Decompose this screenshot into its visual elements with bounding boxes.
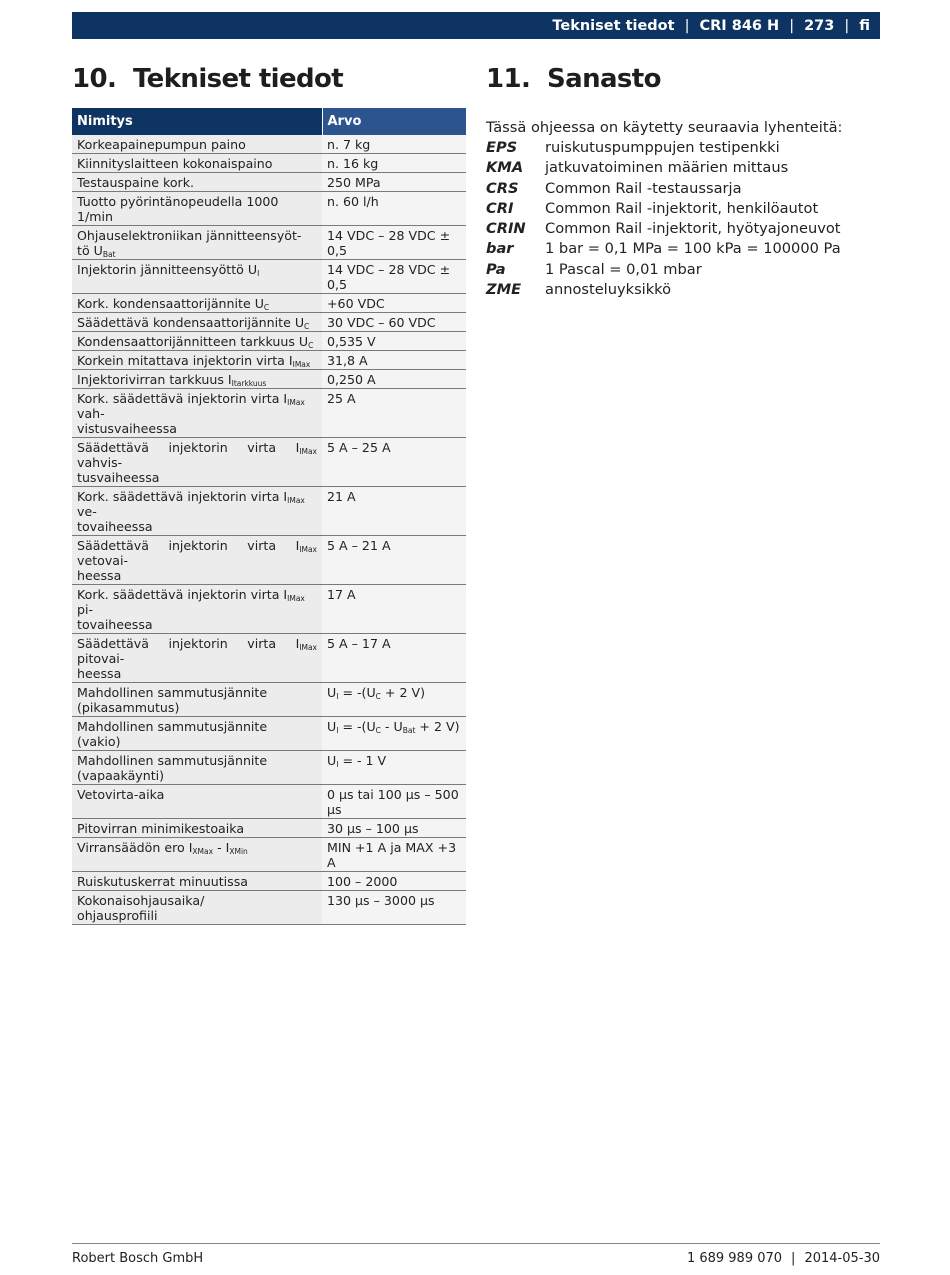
cell-name-subscript: C [304, 322, 310, 331]
table-row [72, 351, 466, 370]
cell-name-text: Säädettävä injektorin virta I [77, 538, 300, 553]
cell-value [322, 154, 466, 173]
table-row [72, 370, 466, 389]
cell-value [322, 192, 466, 226]
cell-name [72, 891, 322, 925]
table-row [72, 135, 466, 154]
cell-value [322, 351, 466, 370]
column-header-value: Arvo [322, 108, 466, 135]
cell-value [322, 135, 466, 154]
table-row [72, 872, 466, 891]
cell-name-text: vahvis- tusvaiheessa [77, 455, 160, 485]
cell-value-text: 14 VDC – 28 VDC ± 0,5 [327, 262, 451, 292]
cell-value [322, 294, 466, 313]
cell-value [322, 332, 466, 351]
cell-name [72, 313, 322, 332]
glossary-abbreviation: bar [486, 240, 514, 258]
cell-name [72, 634, 322, 683]
header-language: fi [859, 17, 870, 34]
cell-name-text: Ruiskutuskerrat minuutissa [77, 874, 248, 889]
section-11-title [486, 64, 661, 94]
cell-name-text: Injektorivirran tarkkuus I [77, 372, 232, 387]
table-row [72, 751, 466, 785]
cell-value [322, 819, 466, 838]
cell-value-subscript: I [336, 726, 339, 735]
cell-value-text: 30 VDC – 60 VDC [327, 315, 436, 330]
cell-name-text: Tuotto pyörintänopeudella 1000 1/min [77, 194, 279, 224]
technical-data-table [72, 108, 466, 925]
footer-info [687, 1251, 880, 1266]
cell-value-text: U [327, 685, 337, 700]
table-row [72, 891, 466, 925]
cell-name-subscript: Bat [102, 250, 116, 259]
cell-name-subscript: IMax [287, 496, 305, 505]
cell-name-subscript: XMax [192, 847, 214, 856]
cell-value [322, 717, 466, 751]
cell-name [72, 751, 322, 785]
cell-name [72, 536, 322, 585]
cell-name-subscript: IMax [287, 594, 305, 603]
glossary-definition: Common Rail -testaussarja [545, 179, 742, 197]
cell-name [72, 332, 322, 351]
cell-name [72, 819, 322, 838]
cell-value-text: 100 – 2000 [327, 874, 398, 889]
table-row [72, 226, 466, 260]
glossary-abbreviation: CRS [486, 179, 519, 197]
cell-value [322, 585, 466, 634]
cell-value [322, 313, 466, 332]
cell-name-text: Virransäädön ero I [77, 840, 193, 855]
cell-name-subscript: IMax [299, 447, 317, 456]
cell-value [322, 536, 466, 585]
cell-name-subscript: IMax [287, 398, 305, 407]
cell-name-text: Mahdollinen sammutusjännite (pikasammutus) [77, 685, 268, 715]
cell-value [322, 260, 466, 294]
cell-name-subscript: C [308, 341, 314, 350]
section-10-title [72, 64, 343, 94]
glossary-item [486, 179, 841, 199]
cell-value [322, 838, 466, 872]
cell-name-subscript: C [263, 303, 270, 312]
glossary-abbreviation: CRIN [486, 220, 526, 238]
cell-value-text: 0,250 A [327, 372, 376, 387]
table-row [72, 260, 466, 294]
cell-name-text: Testauspaine kork. [77, 175, 195, 190]
glossary-abbreviation: CRI [486, 199, 514, 217]
cell-value-text: 25 A [327, 391, 356, 406]
cell-value [322, 634, 466, 683]
cell-name-text: - I [213, 840, 230, 855]
table-header-row [72, 108, 466, 135]
glossary-definition: Common Rail -injektorit, hyötyajoneuvot [545, 220, 841, 238]
cell-value-subscript: C [375, 726, 381, 735]
column-header-name: Nimitys [72, 108, 322, 135]
header-page-number: 273 [804, 17, 835, 34]
cell-value-text: +60 VDC [327, 296, 385, 311]
cell-name-subscript: Itarkkuus [231, 379, 267, 388]
cell-value-text: + 2 V) [380, 685, 426, 700]
glossary-definition: 1 Pascal = 0,01 mbar [545, 260, 702, 278]
cell-value-text: U [327, 719, 337, 734]
glossary-abbreviation: KMA [486, 159, 524, 177]
glossary-intro: Tässä ohjeessa on käytetty seuraavia lyhenteitä: [486, 119, 843, 136]
footer-company: Robert Bosch GmbH [72, 1251, 204, 1266]
cell-name-text: Kokonaisohjausaika/ ohjausprofiili [77, 893, 205, 923]
cell-value-text: U [327, 753, 337, 768]
cell-value-subscript: C [375, 692, 381, 701]
cell-value-text: 130 µs – 3000 µs [327, 893, 435, 908]
table-row [72, 819, 466, 838]
glossary-list [486, 138, 841, 300]
cell-value-text: 30 µs – 100 µs [327, 821, 419, 836]
cell-name-text: vetovai- heessa [77, 553, 129, 583]
cell-value-text: = -(U [338, 685, 376, 700]
header-section: Tekniset tiedot [552, 17, 675, 34]
table-row [72, 192, 466, 226]
table-row [72, 332, 466, 351]
cell-name-text: Kork. säädettävä injektorin virta I [77, 489, 288, 504]
table-row [72, 487, 466, 536]
section-10-number: 10. [72, 64, 117, 94]
table-row [72, 389, 466, 438]
glossary-definition: 1 bar = 0,1 MPa = 100 kPa = 100000 Pa [545, 240, 841, 258]
cell-name-text: Korkein mitattava injektorin virta I [77, 353, 293, 368]
cell-name [72, 389, 322, 438]
cell-name-text: pitovai- heessa [77, 651, 125, 681]
cell-value-subscript: I [336, 692, 339, 701]
cell-value-text: 5 A – 21 A [327, 538, 391, 553]
table-row [72, 634, 466, 683]
cell-value [322, 226, 466, 260]
glossary-definition: ruiskutuspumppujen testipenkki [545, 139, 780, 156]
cell-name [72, 785, 322, 819]
glossary-item [486, 158, 841, 178]
header-separator: | [684, 17, 690, 34]
section-10-heading: Tekniset tiedot [133, 64, 344, 94]
cell-name-subscript: IMax [292, 360, 311, 369]
cell-name-text: Injektorin jännitteensyöttö U [77, 262, 258, 277]
cell-value [322, 173, 466, 192]
cell-name [72, 717, 322, 751]
table-row [72, 154, 466, 173]
cell-value [322, 370, 466, 389]
table-row [72, 536, 466, 585]
table-row [72, 313, 466, 332]
glossary-definition: jatkuvatoiminen määrien mittaus [545, 159, 789, 177]
footer-doc-number: 1 689 989 070 [686, 1251, 783, 1266]
glossary-abbreviation: Pa [486, 260, 506, 278]
cell-name [72, 192, 322, 226]
cell-name [72, 438, 322, 487]
cell-name-text: Pitovirran minimikestoaika [77, 821, 245, 836]
table-row [72, 294, 466, 313]
cell-value-text: 5 A – 25 A [327, 440, 391, 455]
glossary-item [486, 239, 841, 259]
cell-value-text: 0,535 V [327, 334, 376, 349]
glossary-definition: annosteluyksikkö [545, 281, 672, 299]
cell-value [322, 683, 466, 717]
cell-name-text: pi- tovaiheessa [77, 602, 153, 632]
footer-date: 2014-05-30 [804, 1251, 880, 1266]
header-separator: | [789, 17, 795, 34]
table-row [72, 173, 466, 192]
cell-name-text: ve- tovaiheessa [77, 504, 153, 534]
cell-value-text: n. 60 l/h [327, 194, 379, 209]
table-row [72, 717, 466, 751]
cell-value-text: n. 7 kg [327, 137, 371, 152]
header-separator: | [844, 17, 850, 34]
cell-value-text: 31,8 A [327, 353, 368, 368]
cell-name [72, 370, 322, 389]
header-product: CRI 846 H [699, 17, 780, 34]
cell-value [322, 389, 466, 438]
cell-name [72, 135, 322, 154]
cell-name-text: Mahdollinen sammutusjännite (vapaakäynti) [77, 753, 268, 783]
cell-name [72, 260, 322, 294]
cell-name-text: Kiinnityslaitteen kokonaispaino [77, 156, 273, 171]
cell-name-text: Kork. säädettävä injektorin virta I [77, 587, 288, 602]
header-bar [72, 12, 880, 39]
cell-value-text: = -(U [338, 719, 376, 734]
cell-name-subscript: XMin [229, 847, 248, 856]
cell-value-text: 14 VDC – 28 VDC ± 0,5 [327, 228, 451, 258]
glossary-item [486, 219, 841, 239]
cell-name-text: Kondensaattorijännitteen tarkkuus U [77, 334, 309, 349]
cell-name [72, 487, 322, 536]
cell-name-subscript: IMax [299, 545, 317, 554]
cell-name-text: Mahdollinen sammutusjännite (vakio) [77, 719, 268, 749]
cell-name-text: Ohjauselektroniikan jännitteensyöt- tö U [77, 228, 302, 258]
cell-value [322, 487, 466, 536]
glossary-item [486, 138, 841, 158]
cell-name-text: Säädettävä injektorin virta I [77, 440, 300, 455]
cell-name-text: Kork. kondensaattorijännite U [77, 296, 264, 311]
cell-value-text: - U [380, 719, 403, 734]
table-body [72, 135, 466, 925]
glossary-abbreviation: EPS [486, 139, 518, 156]
section-11-heading: Sanasto [547, 64, 661, 94]
cell-name-subscript: I [257, 269, 260, 278]
cell-value [322, 891, 466, 925]
cell-name [72, 173, 322, 192]
cell-value-text: 250 MPa [327, 175, 381, 190]
cell-value [322, 751, 466, 785]
table-row [72, 438, 466, 487]
cell-value [322, 785, 466, 819]
glossary-abbreviation: ZME [486, 281, 522, 299]
cell-name [72, 585, 322, 634]
cell-name [72, 351, 322, 370]
table-row [72, 585, 466, 634]
cell-value-subscript: Bat [402, 726, 416, 735]
cell-value-text: n. 16 kg [327, 156, 379, 171]
glossary-item [486, 280, 841, 300]
table-row [72, 838, 466, 872]
glossary-item [486, 260, 841, 280]
cell-name [72, 872, 322, 891]
glossary-item [486, 199, 841, 219]
cell-name-text: Korkeapainepumpun paino [77, 137, 246, 152]
cell-name-text: Vetovirta-aika [77, 787, 165, 802]
cell-name-text: Säädettävä kondensaattorijännite U [77, 315, 305, 330]
cell-value-text: 21 A [327, 489, 356, 504]
cell-name-subscript: IMax [299, 643, 317, 652]
cell-value [322, 438, 466, 487]
cell-name-text: Kork. säädettävä injektorin virta I [77, 391, 288, 406]
footer-divider [72, 1243, 880, 1244]
cell-name [72, 683, 322, 717]
cell-name [72, 838, 322, 872]
section-11-number: 11. [486, 64, 531, 94]
table-row [72, 785, 466, 819]
cell-name [72, 226, 322, 260]
cell-value-text: MIN +1 A ja MAX +3 A [327, 840, 457, 870]
cell-value-text: + 2 V) [415, 719, 460, 734]
cell-name-text: Säädettävä injektorin virta I [77, 636, 300, 651]
cell-value-text: 5 A – 17 A [327, 636, 391, 651]
cell-value [322, 872, 466, 891]
cell-name-text: vah- vistusvaiheessa [77, 406, 177, 436]
table-row [72, 683, 466, 717]
cell-value-text: 0 µs tai 100 µs – 500 µs [327, 787, 459, 817]
glossary-definition: Common Rail -injektorit, henkilöautot [545, 199, 819, 217]
cell-value-subscript: I [336, 760, 339, 769]
footer-separator: | [791, 1251, 796, 1266]
cell-name [72, 294, 322, 313]
cell-value-text: = - 1 V [338, 753, 387, 768]
cell-value-text: 17 A [327, 587, 356, 602]
cell-name [72, 154, 322, 173]
